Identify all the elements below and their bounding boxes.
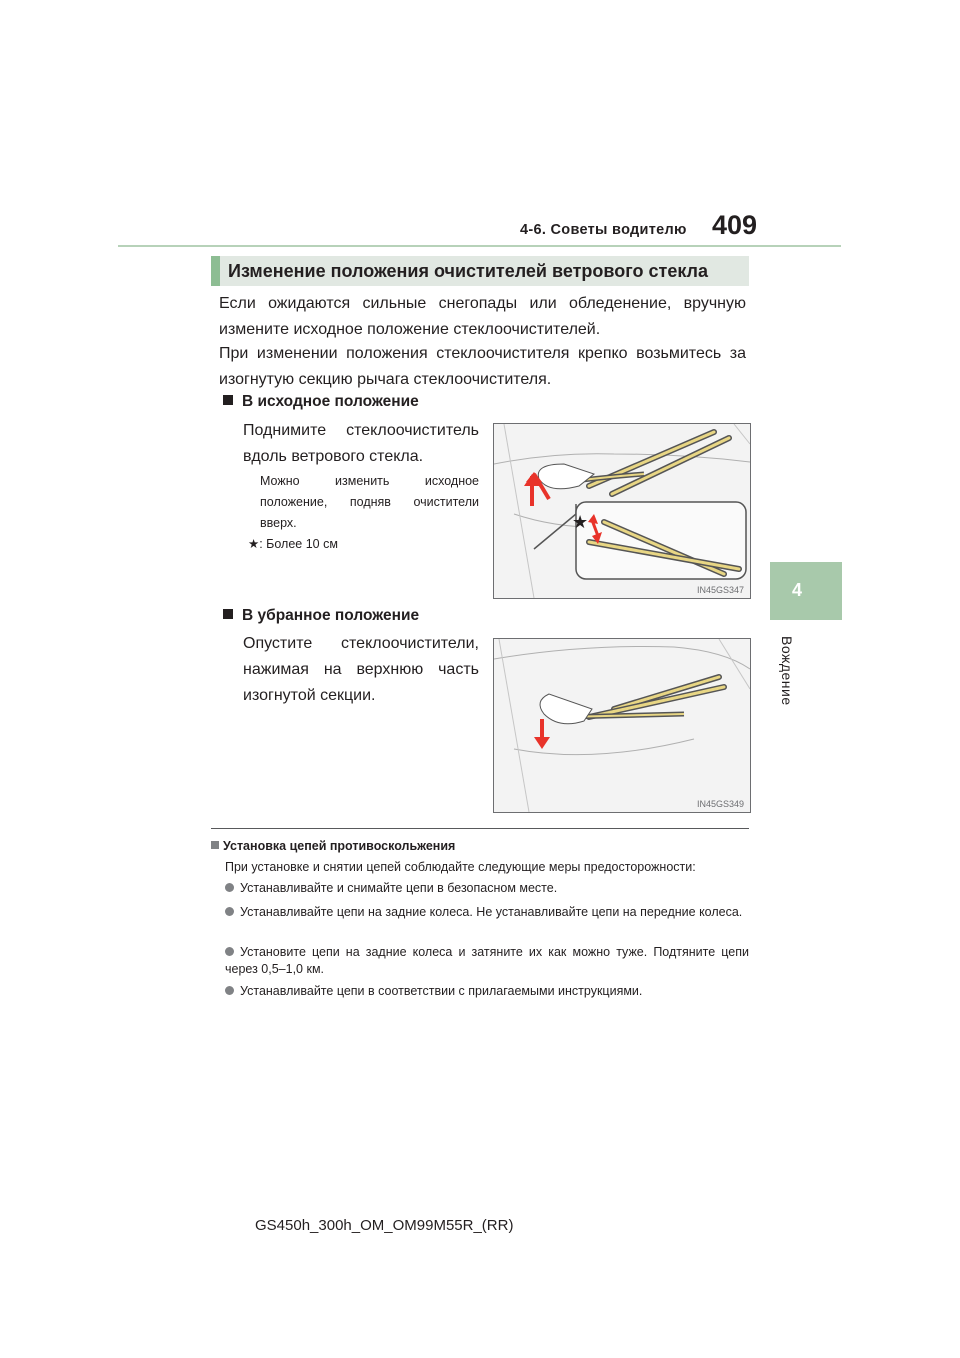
chains-heading-text: Установка цепей противоскольжения bbox=[223, 839, 456, 853]
chapter-tab-number: 4 bbox=[792, 580, 803, 600]
square-bullet-icon bbox=[211, 841, 219, 849]
raised-heading-text: В исходное положение bbox=[242, 393, 419, 410]
figure-code: IN45GS347 bbox=[696, 585, 744, 595]
lowered-heading bbox=[223, 607, 419, 625]
square-bullet-icon bbox=[223, 609, 233, 619]
section-title-bar bbox=[211, 256, 220, 286]
wipers-lowered-illustration bbox=[494, 639, 750, 812]
lowered-text: Опустите стеклоочистители, нажимая на верхнюю часть изогнутой секции. bbox=[243, 635, 479, 704]
list-item-text: Установите цепи на задние колеса и затяните их как можно туже. Подтяните цепи через 0,5–1,0 км. bbox=[225, 945, 749, 976]
figure-code: IN45GS349 bbox=[696, 799, 744, 809]
chains-heading bbox=[211, 838, 455, 855]
header-rule bbox=[118, 245, 841, 247]
list-item bbox=[225, 880, 749, 897]
chains-intro: При установке и снятии цепей соблюдайте следующие меры предосторожности: bbox=[225, 860, 696, 874]
chapter-tab bbox=[770, 562, 842, 620]
square-bullet-icon bbox=[223, 395, 233, 405]
bullet-icon bbox=[225, 883, 234, 892]
figure-wipers-raised bbox=[493, 423, 751, 599]
notes-divider bbox=[211, 828, 749, 829]
list-item bbox=[225, 904, 749, 921]
list-item-text: Устанавливайте и снимайте цепи в безопасном месте. bbox=[240, 881, 558, 895]
wipers-raised-illustration bbox=[494, 424, 750, 598]
lowered-heading-text: В убранное положение bbox=[242, 607, 420, 624]
list-item bbox=[225, 983, 749, 1000]
raised-star-note: ★: Более 10 см bbox=[248, 537, 338, 551]
intro-paragraph-2: При изменении положения стеклоочистителя крепко возьмитесь за изогнутую секцию рычага стеклоочистителя. bbox=[219, 345, 746, 388]
list-item bbox=[225, 944, 749, 978]
star-icon: ★ bbox=[572, 512, 589, 533]
chapter-tab-label: Вождение bbox=[779, 636, 795, 706]
header-section: 4-6. Советы водителю bbox=[520, 222, 687, 238]
bullet-icon bbox=[225, 947, 234, 956]
list-item-text: Устанавливайте цепи в соответствии с прилагаемыми инструкциями. bbox=[240, 984, 643, 998]
figure-wipers-lowered bbox=[493, 638, 751, 813]
bullet-icon bbox=[225, 986, 234, 995]
list-item-text: Устанавливайте цепи на задние колеса. Не устанавливайте цепи на передние колеса. bbox=[240, 905, 743, 919]
intro-paragraph-1: Если ожидаются сильные снегопады или обледенение, вручную измените исходное положение стеклоочистителей. bbox=[219, 295, 746, 338]
raised-heading bbox=[223, 393, 419, 411]
raised-note: Можно изменить исходное положение, подняв очистители вверх. bbox=[260, 474, 479, 530]
footer-code: GS450h_300h_OM_OM99M55R_(RR) bbox=[255, 1217, 514, 1234]
raised-text: Поднимите стеклоочиститель вдоль ветрового стекла. bbox=[243, 422, 479, 465]
bullet-icon bbox=[225, 907, 234, 916]
section-title: Изменение положения очистителей ветрового стекла bbox=[228, 261, 708, 281]
page-number: 409 bbox=[712, 210, 758, 240]
